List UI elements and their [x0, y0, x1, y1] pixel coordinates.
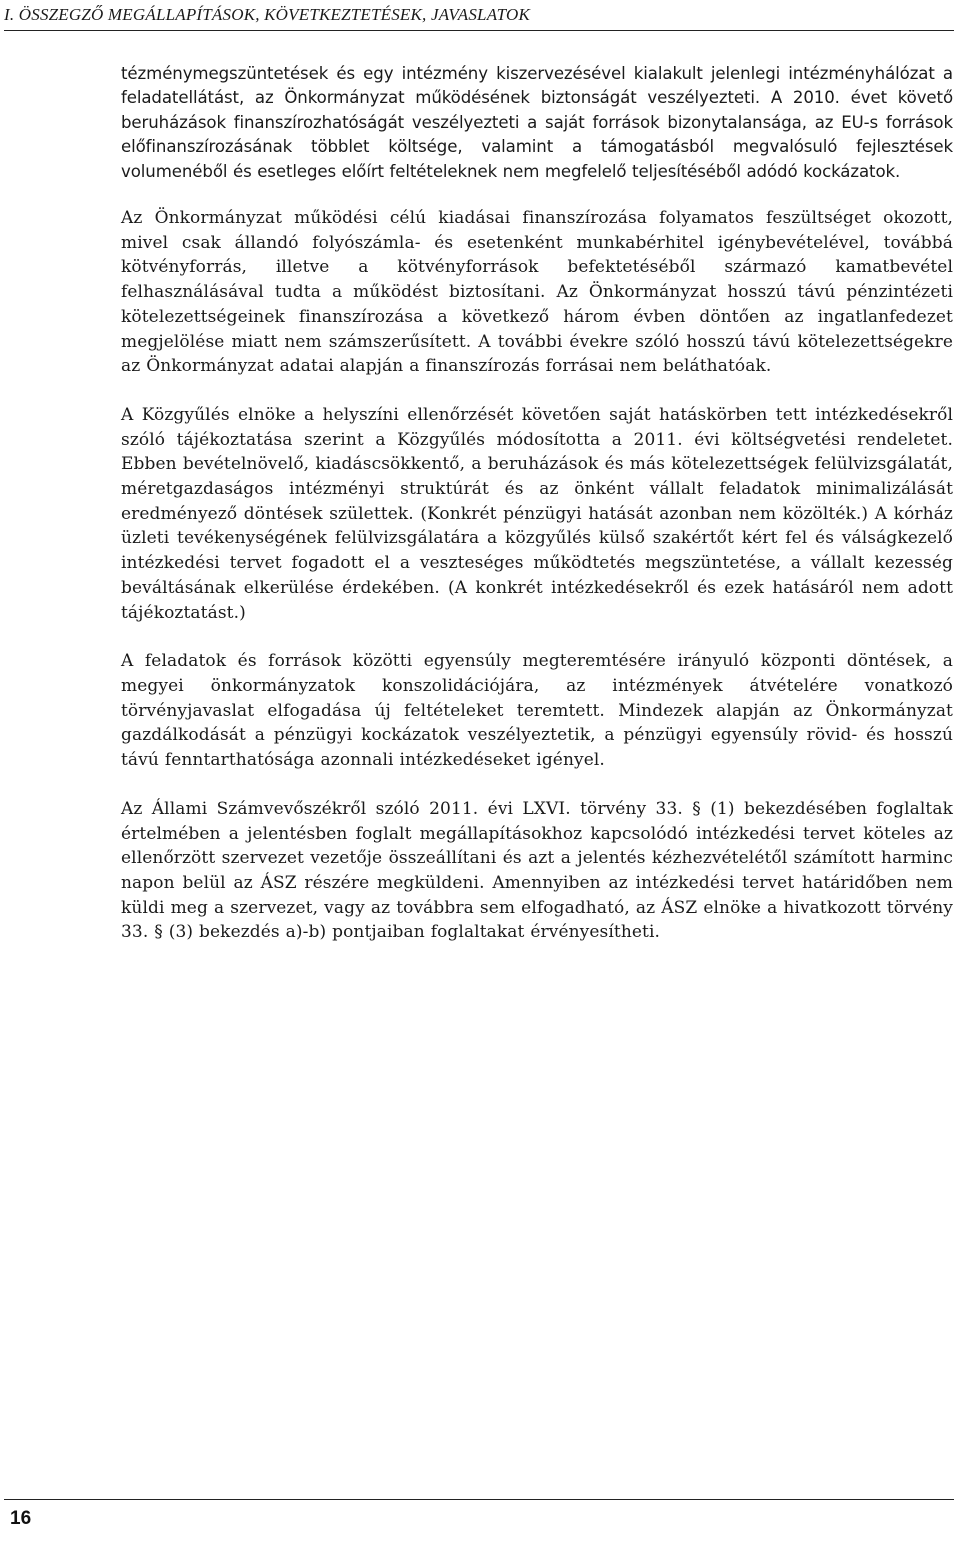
document-body: [121, 62, 953, 945]
paragraph-risks: tézménymegszüntetések és egy intézmény kiszervezésével kialakult jelenlegi intézményhálózat a feladatellátást, az Önkormányzat működésének biztonságát veszélyezteti. A 2010. évet követő beruházások finanszírozhatóságát veszélyezteti a saját források bizonytalansága, az EU-s források előfinanszírozásának többlet költsége, valamint a támogatásból megvalósuló fejlesztések volumenéből és esetleges előírt feltételeknek nem megfelelő teljesítéséből adódó kockázatok.: [121, 64, 953, 181]
paragraph-central-decisions: A feladatok és források közötti egyensúly megteremtésére irányuló központi döntések, a megyei önkormányzatok konszolidációjára, az intézmények átvételére vonatkozó törvényjavaslat elfogadása új feltételeket teremtett. Mindezek alapján az Önkormányzat gazdálkodását a pénzügyi kockázatok veszélyeztetik, a pénzügyi egyensúly rövid- és hosszú távú fenntarthatósága azonnali intézkedéseket igényel.: [121, 651, 953, 771]
page-number: 16: [10, 1508, 32, 1529]
paragraph-financing: Az Önkormányzat működési célú kiadásai finanszírozása folyamatos feszültséget okozott, mivel csak állandó folyószámla- és esetenként munkabérhitel igénybevételével, továbbá kötvényforrás, illetve a kötvényforrások befektetéséből származó kamatbevétel felhasználásával tudta a működést biztosítani. Az Önkormányzat hosszú távú pénzintézeti kötelezettségeinek finanszírozása a következő három évben döntően az ingatlanfedezet megjelölése miatt nem számszerűsített. A további évekre szóló hosszú távú kötelezettségekre az Önkormányzat adatai alapján a finanszírozás forrásai nem beláthatóak.: [121, 208, 953, 377]
page-header: [4, 4, 954, 31]
paragraph-action-plan: Az Állami Számvevőszékről szóló 2011. évi LXVI. törvény 33. § (1) bekezdésében foglaltak értelmében a jelentésben foglalt megállapításokhoz kapcsolódó intézkedési tervet köteles az ellenőrzött szervezet vezetője összeállítani és azt a jelentés kézhezvételétől számított harminc napon belül az ÁSZ részére megküldeni. Amennyiben az intézkedési tervet határidőben nem küldi meg a szervezet, vagy az továbbra sem elfogadható, az ÁSZ elnöke a hivatkozott törvény 33. § (3) bekezdés a)-b) pontjaiban foglaltakat érvényesítheti.: [121, 798, 953, 943]
paragraph-assembly-measures: A Közgyűlés elnöke a helyszíni ellenőrzését követően saját hatáskörben tett intézkedésekről szóló tájékoztatása szerint a Közgyűlés módosította a 2011. évi költségvetési rendeletet. Ebben bevételnövelő, kiadáscsökkentő, a beruházások és más kötelezettségek felülvizsgálatát, méretgazdaságos intézményi struktúrát és az önként vállalt feladatok minimalizálását eredményező döntések születtek. (Konkrét pénzügyi hatását azonban nem közölték.) A kórház üzleti tevékenységének felülvizsgálatára a közgyűlés külső szakértőt kért fel és válságkezelő intézkedési tervet fogadott el a veszteséges működtetés megszüntetése, a vállalt kezesség beváltásának elkerülése érdekében. (A konkrét intézkedésekről és ezek hatásáról nem adott tájékoztatást.): [121, 404, 953, 623]
footer-divider: [4, 1499, 954, 1500]
chapter-title: I. ÖSSZEGZŐ MEGÁLLAPÍTÁSOK, KÖVETKEZTETÉSEK, JAVASLATOK: [4, 5, 531, 24]
